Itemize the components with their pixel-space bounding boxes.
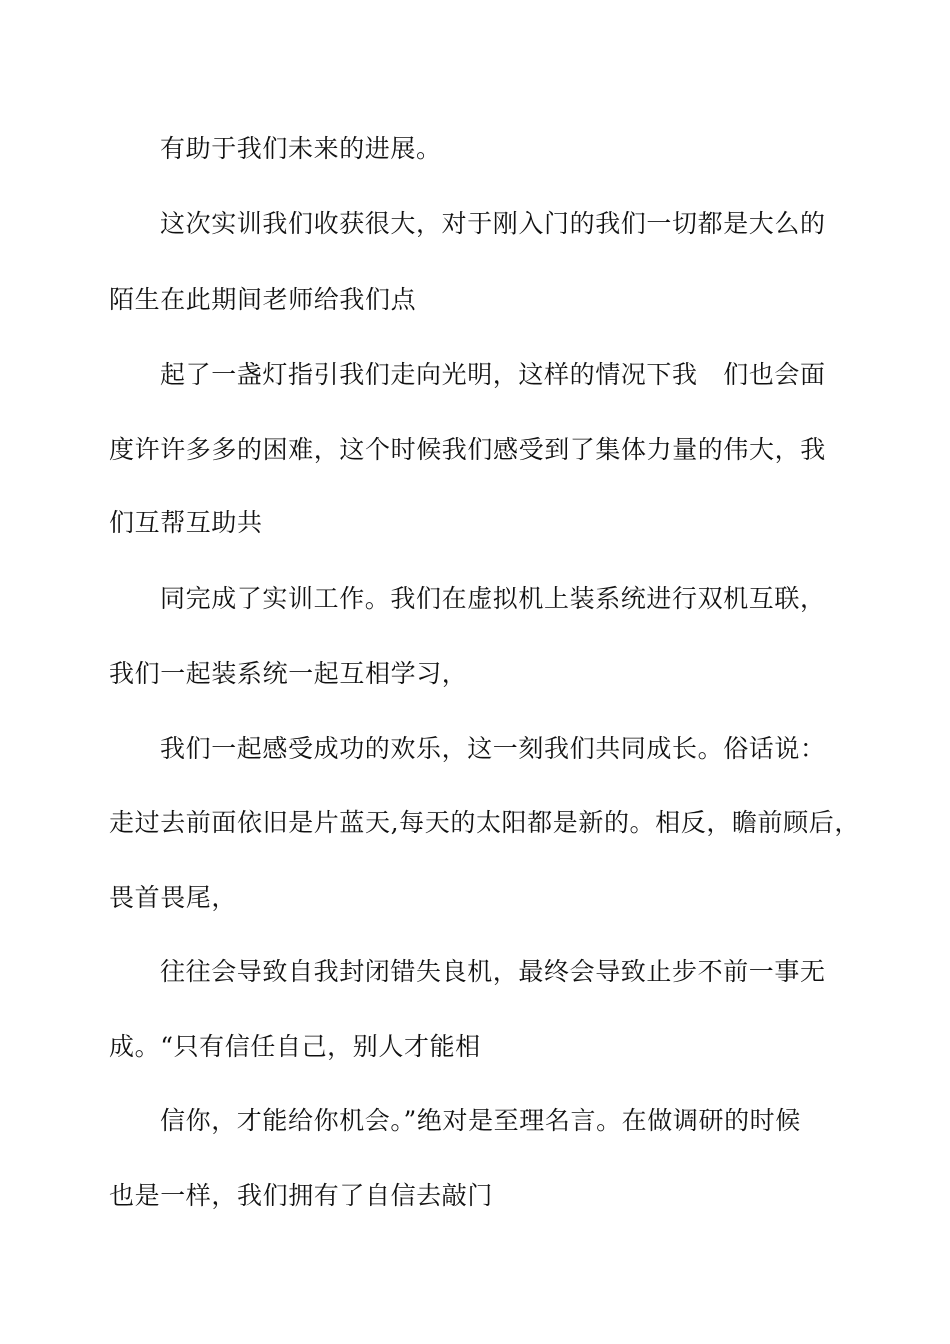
text-line: 也是一样，我们拥有了自信去敲门	[109, 1181, 494, 1210]
text-line: 有助于我们未来的进展。	[160, 134, 442, 163]
text-line: 信你，才能给你机会。”绝对是至理名言。在做调研的时候	[160, 1106, 801, 1135]
text-line: 度许许多多的困难，这个时候我们感受到了集体力量的伟大，我	[109, 435, 826, 464]
text-line: 畏首畏尾，	[109, 883, 238, 912]
text-line: 成。“只有信任自己，别人才能相	[109, 1032, 481, 1061]
text-line: 这次实训我们收获很大，对于刚入门的我们一切都是大么的	[160, 209, 826, 238]
text-line: 我们一起感受成功的欢乐，这一刻我们共同成长。俗话说：	[160, 734, 826, 763]
text-line: 走过去前面依旧是片蓝天,每天的太阳都是新的。相反，瞻前顾后，	[109, 808, 860, 837]
text-line: 我们一起装系统一起互相学习，	[109, 659, 468, 688]
text-line: 陌生在此期间老师给我们点	[109, 285, 417, 314]
text-line: 起了一盏灯指引我们走向光明，这样的情况下我 们也会面	[160, 360, 826, 389]
text-line: 同完成了实训工作。我们在虚拟机上装系统进行双机互联，	[160, 584, 826, 613]
text-line: 们互帮互助共	[109, 508, 263, 537]
text-line: 往往会导致自我封闭错失良机，最终会导致止步不前一事无	[160, 957, 826, 986]
